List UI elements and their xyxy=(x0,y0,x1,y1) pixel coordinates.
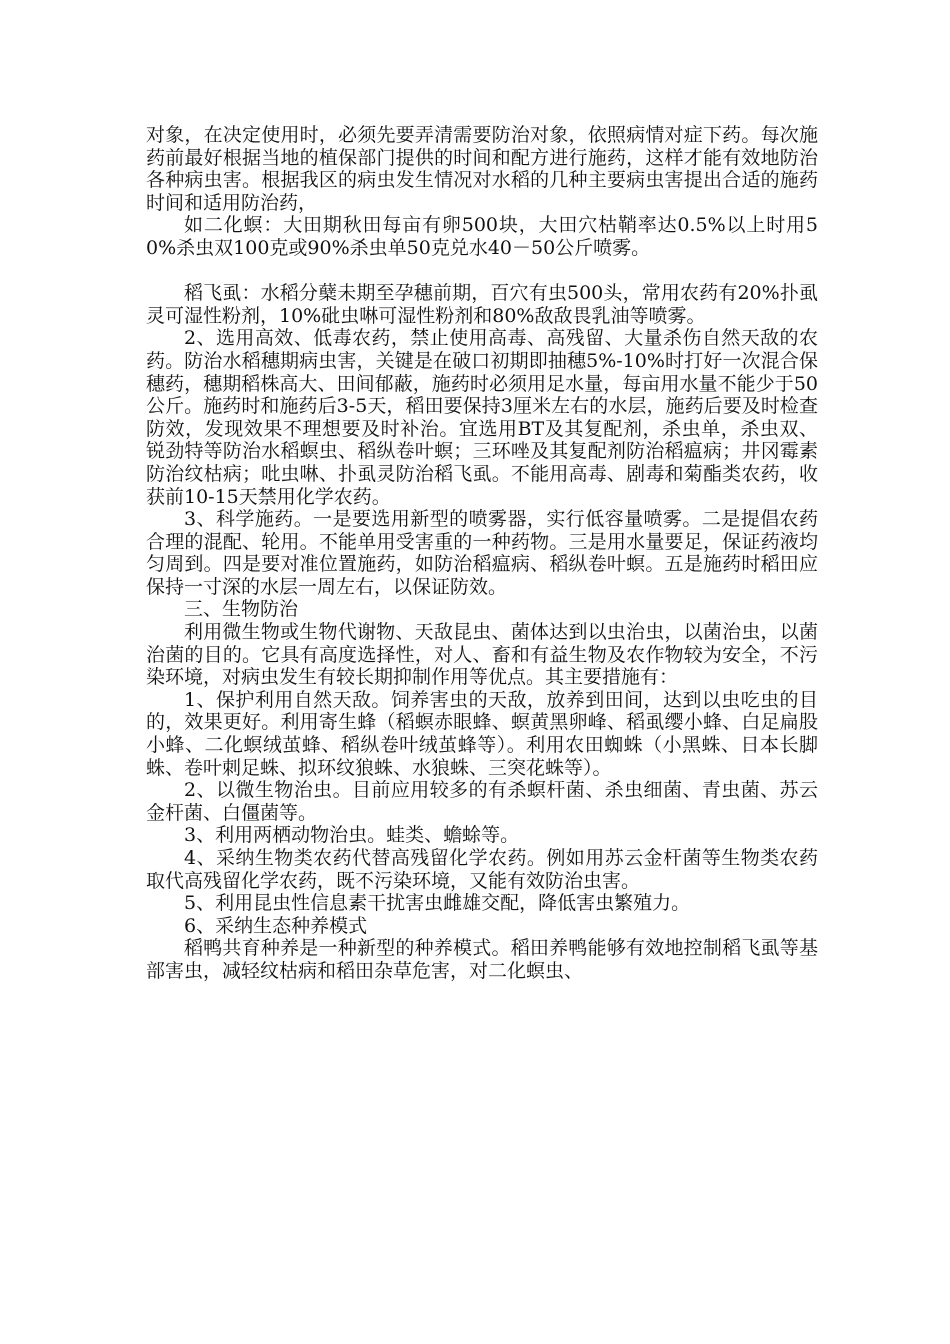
paragraph-microbial-control: 2、以微生物治虫。目前应用较多的有杀螟杆菌、杀虫细菌、青虫菌、苏云金杆菌、白僵菌等。 xyxy=(146,779,818,824)
paragraph-pheromones: 5、利用昆虫性信息素干扰害虫雌雄交配，降低害虫繁殖力。 xyxy=(184,892,691,915)
paragraph-biological-pesticides: 4、采纳生物类农药代替高残留化学农药。例如用苏云金杆菌等生物类农药取代高残留化学农药，既不污染环境，又能有效防治虫害。 xyxy=(146,847,818,892)
paragraph-natural-enemies: 1、保护利用自然天敌。饲养害虫的天敌，放养到田间，达到以虫吃虫的目的，效果更好。利用寄生蜂（稻螟赤眼蜂、螟黄黑卵峰、稻虱缨小蜂、白足扁股小蜂、二化螟绒茧蜂、稻纵卷叶绒茧蜂等）。利用农田蜘蛛（小黑蛛、日本长脚蛛、卷叶刺足蛛、拟环纹狼蛛、水狼蛛、三突花蛛等）。 xyxy=(146,688,818,779)
paragraph-stem-borer: 如二化螟：大田期秋田每亩有卵500块，大田穴枯鞘率达0.5%以上时用50%杀虫双100克或90%杀虫单50克兑水40－50公斤喷雾。 xyxy=(146,214,818,259)
paragraph-planthopper: 稻飞虱：水稻分蘖未期至孕穗前期，百穴有虫500头，常用农药有20%扑虱灵可湿性粉剂，10%砒虫啉可湿性粉剂和80%敌敌畏乳油等喷雾。 xyxy=(146,282,818,327)
paragraph-amphibian-control: 3、利用两栖动物治虫。蛙类、蟾蜍等。 xyxy=(184,824,520,847)
paragraph-scientific-application: 3、科学施药。一是要选用新型的喷雾器，实行低容量喷雾。二是提倡农药合理的混配、轮用。不能单用受害重的一种药物。三是用水量要足，保证药液均匀周到。四是要对准位置施药，如防治稻瘟病、稻纵卷叶螟。五是施药时稻田应保持一寸深的水层一周左右，以保证防效。 xyxy=(146,508,818,598)
paragraph-rice-duck-farming: 稻鸭共育种养是一种新型的种养模式。稻田养鸭能够有效地控制稻飞虱等基部害虫，减轻纹枯病和稻田杂草危害，对二化螟虫、 xyxy=(146,937,818,982)
paragraph-biological-control-intro: 利用微生物或生物代谢物、天敌昆虫、菌体达到以虫治虫，以菌治虫，以菌治菌的目的。它具有高度选择性，对人、畜和有益生物及农作物较为安全，不污染环境，对病虫发生有较长期抑制作用等优点。其主要措施有： xyxy=(146,621,818,689)
paragraph-eco-farming-heading: 6、采纳生态种养模式 xyxy=(184,914,368,937)
paragraph-pesticide-selection: 对象，在决定使用时，必须先要弄清需要防治对象，依照病情对症下药。每次施药前最好根据当地的植保部门提供的时间和配方进行施药，这样才能有效地防治各种病虫害。根据我区的病虫发生情况对水稻的几种主要病虫害提出合适的施药时间和适用防治药， xyxy=(146,124,818,214)
paragraph-spacer xyxy=(146,260,818,283)
paragraph-low-toxicity-pesticides: 2、选用高效、低毒农药，禁止使用高毒、高残留、大量杀伤自然天敌的农药。防治水稻穗期病虫害，关键是在破口初期即抽穗5%-10%时打好一次混合保穗药，穗期稻株高大、田间郁蔽，施药时必须用足水量，每亩用水量不能少于50公斤。施药时和施药后3-5天，稻田要保持3厘米左右的水层，施药后要及时检查防效，发现效果不理想要及时补治。宜选用BT及其复配剂，杀虫单，杀虫双、锐劲特等防治水稻螟虫、稻纵卷叶螟；三环唑及其复配剂防治稻瘟病；井冈霉素防治纹枯病；吡虫啉、扑虱灵防治稻飞虱。不能用高毒、剧毒和菊酯类农药，收获前10-15天禁用化学农药。 xyxy=(146,327,818,508)
section-heading-biological-control: 三、生物防治 xyxy=(184,598,299,621)
document-body xyxy=(146,124,818,983)
